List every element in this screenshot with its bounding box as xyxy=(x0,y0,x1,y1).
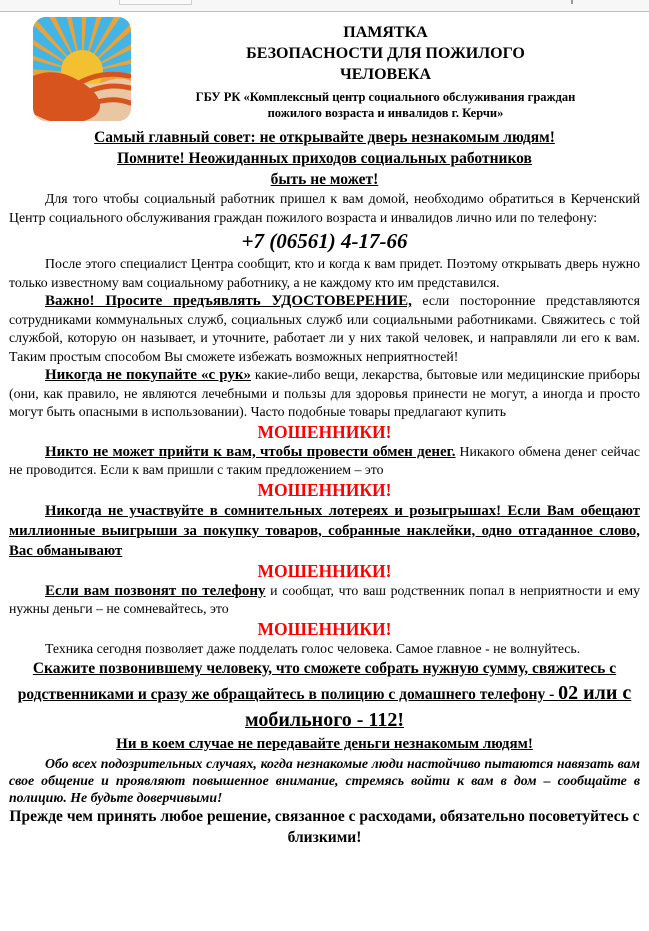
memo-title-line3: ЧЕЛОВЕКА xyxy=(339,66,432,83)
never-buy-lead: Никогда не покупайте «с рук» xyxy=(45,367,252,383)
memo-title-line1: ПАМЯТКА xyxy=(343,24,428,41)
document-header xyxy=(9,17,640,121)
memo-title-line2: БЕЗОПАСНОСТИ ДЛЯ ПОЖИЛОГО xyxy=(246,45,525,62)
never-buy-rest: какие-либо вещи, лекарства, бытовые или медицинские приборы (они, как правило, не являются лечебными и пользы для здоровья принести не могут, а иногда и просто могут быть опасными в использовании). Часто подобные товары предлагают купить xyxy=(9,367,640,419)
exchange-lead: Никто не может прийти к вам, чтобы провести обмен денег. xyxy=(45,443,456,460)
paragraph-money-exchange xyxy=(9,443,640,480)
scammers-warning-2: МОШЕННИКИ! xyxy=(257,479,392,500)
scammers-warning-4: МОШЕННИКИ! xyxy=(257,618,392,639)
paragraph-voice-fake: Техника сегодня позволяет даже подделать голос человека. Самое главное - не волнуйтесь. xyxy=(45,640,581,656)
phone-scam-rest: и сообщат, что ваш родственник попал в неприятности и ему нужны деньги – не сомневайтесь, это xyxy=(9,582,640,616)
paragraph-phone-scam xyxy=(9,582,640,619)
exchange-rest: Никакого обмена денег сейчас не проводится. Если к вам пришли с таким предложением – это xyxy=(9,443,640,477)
hand-holding-sun-icon xyxy=(33,17,131,121)
paragraph-never-buy xyxy=(9,366,640,422)
phone-number: +7 (06561) 4-17-66 xyxy=(241,229,408,253)
scammers-warning-1: МОШЕННИКИ! xyxy=(257,421,392,442)
page-body xyxy=(0,12,649,848)
viewer-top-strip xyxy=(0,0,649,12)
remember-heading-line2: быть не может! xyxy=(270,171,379,188)
paragraph-call-advice xyxy=(9,658,640,734)
organization-name: ГБУ РК «Комплексный центр социального обслуживания граждан пожилого возраста и инвалидов г. Керчи» xyxy=(195,90,576,120)
call-advice-text: Скажите позвонившему человеку, что сможете собрать нужную сумму, свяжитесь с родственниками и сразу же обращайтесь в полицию с домашнего телефону - xyxy=(17,660,617,703)
paragraph-final-advice: Прежде чем принять любое решение, связанное с расходами, обязательно посоветуйтесь с близкими! xyxy=(9,808,640,846)
paragraph-lottery: Никогда не участвуйте в сомнительных лотереях и розыгрышах! Если Вам обещают миллионные выигрыши за покупку товаров, собранные наклейки, одно отгаданное слово, Вас обманывают xyxy=(9,502,640,559)
important-lead: Важно! Просите предъявлять УДОСТОВЕРЕНИЕ, xyxy=(45,293,412,309)
main-advice-heading: Самый главный совет: не открывайте дверь незнакомым людям! xyxy=(94,129,555,146)
phone-scam-lead: Если вам позвонят по телефону xyxy=(45,582,266,599)
header-text-block xyxy=(131,17,640,121)
paragraph-intro: Для того чтобы социальный работник пришел к вам домой, необходимо обратиться в Керченский Центр социального обслуживания граждан пожилого возраста и инвалидов лично или по телефону: xyxy=(9,191,640,225)
paragraph-important xyxy=(9,292,640,366)
viewer-partial-control xyxy=(119,0,192,5)
important-rest: если посторонние представляются сотрудниками коммунальных служб, социальных служб или социальными работниками. Свяжитесь с той службой, которую он называет, и уточните, работает ли у них такой человек, и направляли ли его к вам. Таким простым способом Вы сможете избежать возможных неприятностей! xyxy=(9,293,640,364)
paragraph-suspicious-cases: Обо всех подозрительных случаях, когда незнакомые люди настойчиво пытаются навязать вам свое общение и проявляют повышенное внимание, стремясь войти к вам в дом – сообщайте в полицию. Не будьте доверчивыми! xyxy=(9,756,640,805)
memo-content xyxy=(9,127,640,848)
scammers-warning-3: МОШЕННИКИ! xyxy=(257,560,392,581)
paragraph-after-call: После этого специалист Центра сообщит, кто и когда к вам придет. Поэтому открывать дверь нужно только известному вам социальному работнику, а не каждому кто им представился. xyxy=(9,256,640,290)
never-give-money-heading: Ни в коем случае не передавайте деньги незнакомым людям! xyxy=(116,736,533,752)
hand-holding-sun-logo xyxy=(33,17,131,121)
remember-heading-line1: Помните! Неожиданных приходов социальных работников xyxy=(117,150,532,167)
emergency-numbers: 02 или с мобильного - 112! xyxy=(244,682,632,731)
ruler-tick xyxy=(571,0,573,4)
